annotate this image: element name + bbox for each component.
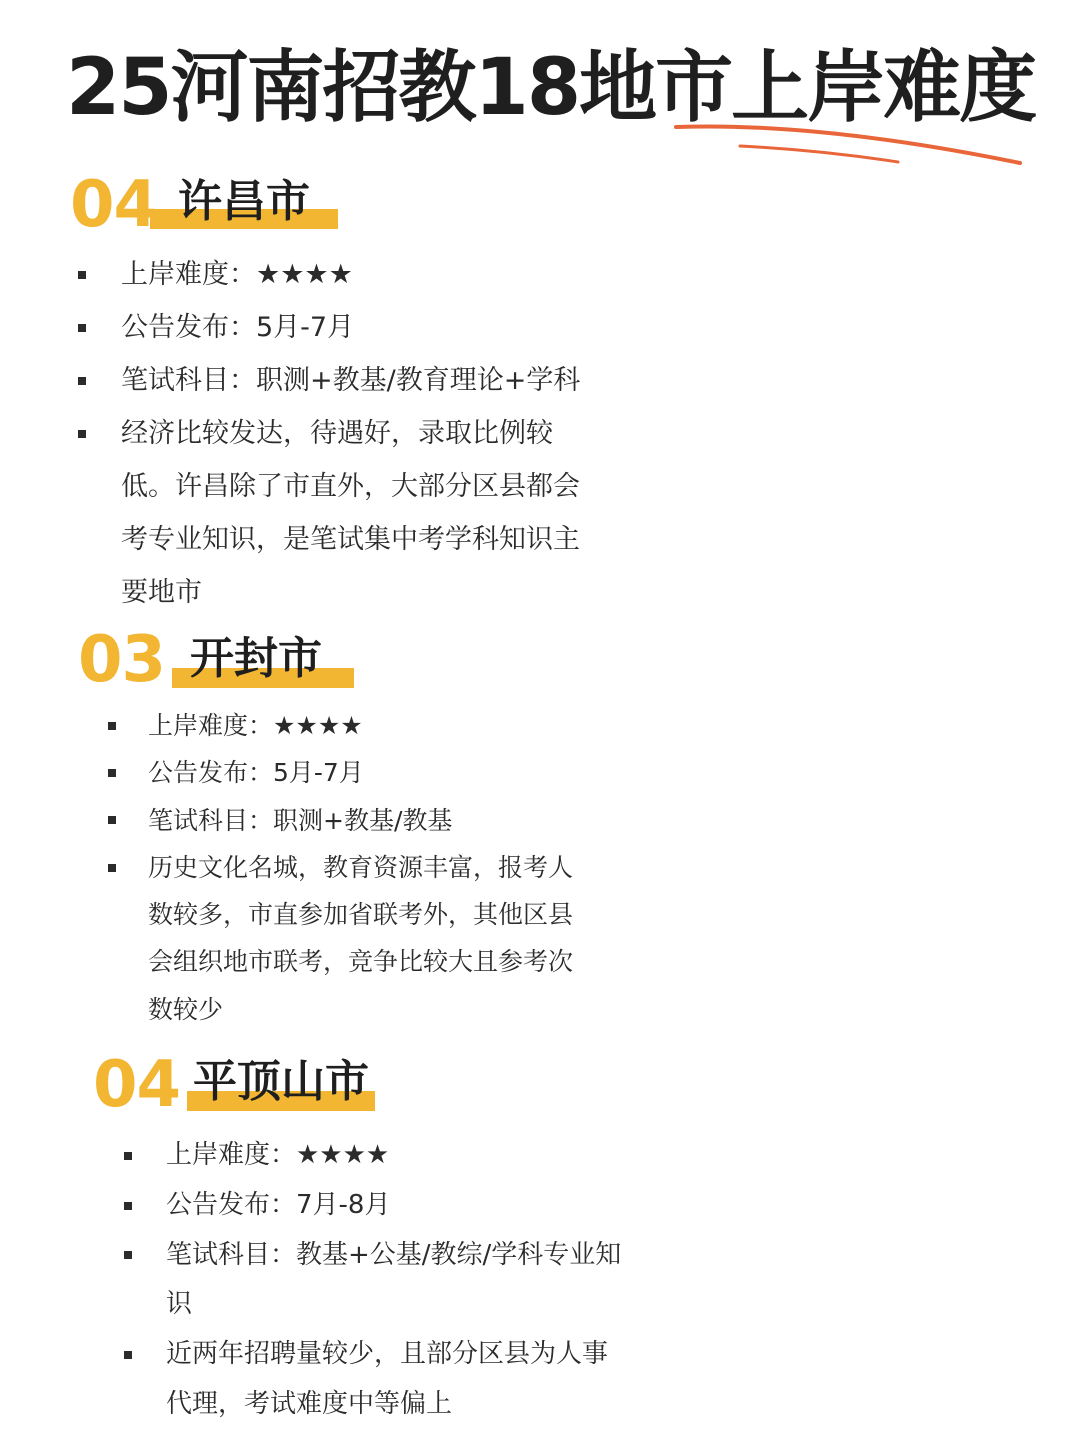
bullet-icon [78,324,86,332]
bullet-icon [124,1251,132,1259]
text-line: 公告发布：7月-8月 [166,1189,391,1220]
list-item-text [121,301,580,354]
bullet-icon [124,1202,132,1210]
bullet-icon [124,1351,132,1359]
section-header [78,620,378,700]
text-line: 历史文化名城，教育资源丰富，报考人 [148,852,574,882]
section-number: 04 [70,168,158,242]
list-item-text [166,1181,621,1231]
section-city: 平顶山市 [193,1056,369,1107]
section-city: 许昌市 [178,176,310,227]
bullet-icon [78,271,86,279]
text-line: 数较少 [148,994,224,1024]
list-item [108,797,573,844]
text-line: 代理，考试难度中等偏上 [166,1388,453,1419]
bullet-icon [108,769,116,777]
info-list [78,248,580,619]
bullet-icon [108,722,116,730]
text-line: 考专业知识，是笔试集中考学科知识主 [121,524,580,555]
text-line: 公告发布：5月-7月 [148,758,364,788]
text-line: 低。许昌除了市直外，大部分区县都会 [121,471,580,502]
bullet-icon [78,430,86,438]
text-line: 公告发布：5月-7月 [121,312,355,343]
list-item-text [166,1231,621,1331]
text-line: 上岸难度：★★★★ [166,1140,390,1170]
page-title: 25河南招教18地市上岸难度 [66,43,1036,133]
list-item-text [148,702,573,749]
text-line: 上岸难度：★★★★ [148,711,363,740]
list-item-text [148,797,573,844]
text-line: 会组织地市联考，竞争比较大且参考次 [148,947,574,977]
section-number: 03 [78,623,166,697]
section-header [93,1045,413,1125]
info-list [108,702,573,1033]
list-item [108,844,573,1033]
section-number: 04 [93,1048,181,1122]
list-item [78,301,580,354]
bullet-icon [124,1152,132,1160]
text-line: 经济比较发达，待遇好，录取比例较 [121,418,553,449]
text-line: 笔试科目：教基+公基/教综/学科专业知 [166,1239,622,1270]
list-item [78,354,580,407]
list-item-text [148,749,573,796]
text-line: 近两年招聘量较少，且部分区县为人事 [166,1339,609,1370]
list-item [124,1131,621,1181]
list-item [124,1231,621,1331]
section-city: 开封市 [190,633,322,684]
list-item [108,702,573,749]
list-item-text [166,1131,621,1181]
list-item-text [121,248,580,301]
list-item [78,248,580,301]
bullet-icon [108,864,116,872]
bullet-icon [108,816,116,824]
text-line: 笔试科目：职测+教基/教基 [148,805,453,835]
bullet-icon [78,377,86,385]
section-header [70,165,370,245]
text-line: 笔试科目：职测+教基/教育理论+学科 [121,365,581,396]
list-item [78,407,580,619]
text-line: 要地市 [121,577,202,608]
list-item-text [166,1330,621,1430]
list-item [124,1330,621,1430]
list-item [124,1181,621,1231]
list-item-text [121,407,580,619]
list-item-text [121,354,580,407]
text-line: 数较多，市直参加省联考外，其他区县 [148,900,574,930]
text-line: 识 [166,1289,193,1320]
text-line: 上岸难度：★★★★ [121,259,353,290]
list-item [108,749,573,796]
info-list [124,1131,621,1430]
list-item-text [148,844,573,1033]
